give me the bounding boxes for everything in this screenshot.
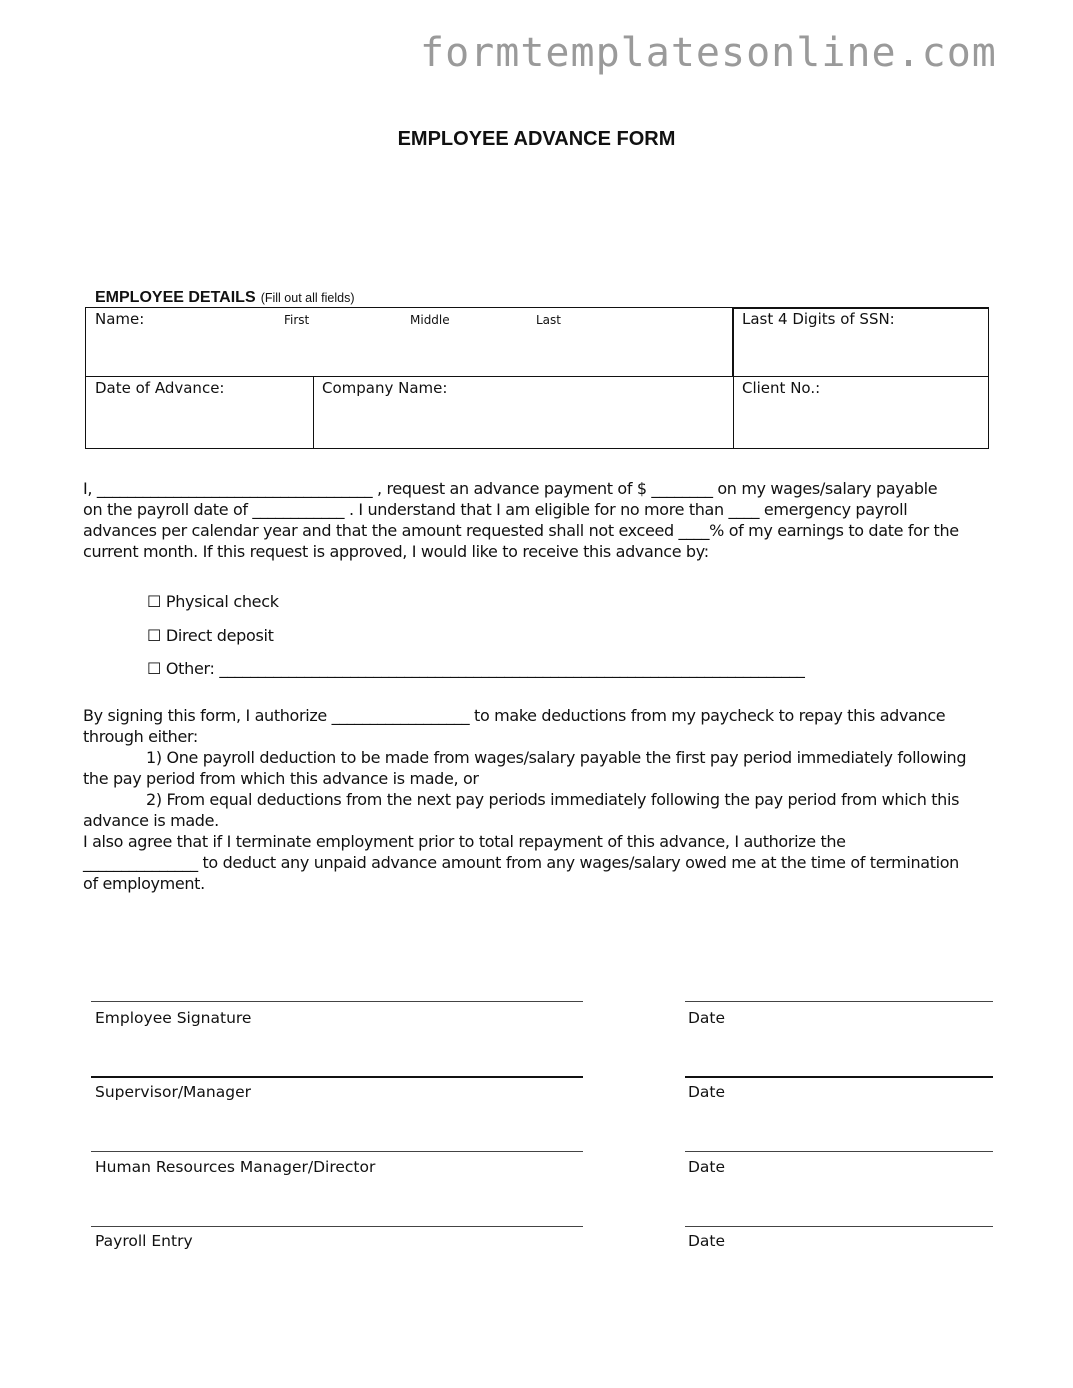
- request-paragraph: [83, 478, 993, 562]
- authorization-line: I also agree that if I terminate employment prior to total repayment of this advance, I authorize the: [83, 832, 846, 851]
- checkbox-icon[interactable]: ☐: [147, 592, 162, 611]
- authorization-line: of employment.: [83, 874, 205, 893]
- form-title: EMPLOYEE ADVANCE FORM: [397, 128, 676, 150]
- authorization-paragraph: [83, 705, 993, 894]
- payroll-entry-line[interactable]: [91, 1226, 583, 1227]
- employee-details-heading: [95, 287, 354, 307]
- employee-signature-line[interactable]: [91, 1001, 583, 1002]
- middle-name-label: Middle: [410, 313, 450, 327]
- supervisor-date-label: Date: [688, 1083, 726, 1101]
- request-line: I, ____________________________________ , request an advance payment of $ ________ on my wages/salary payable: [83, 479, 938, 498]
- payroll-entry-label: Payroll Entry: [95, 1232, 193, 1250]
- last-name-label: Last: [536, 313, 561, 327]
- name-label: Name:: [95, 310, 145, 328]
- option-physical-check[interactable]: [147, 592, 279, 611]
- employee-date-label: Date: [688, 1009, 726, 1027]
- request-line: current month. If this request is approved, I would like to receive this advance by:: [83, 542, 709, 561]
- hr-signature-line[interactable]: [91, 1151, 583, 1152]
- hr-date-label: Date: [688, 1158, 726, 1176]
- payroll-date-label: Date: [688, 1232, 726, 1250]
- option-label: Other: ____________________________________________________________________________: [165, 659, 805, 678]
- supervisor-signature-line[interactable]: [91, 1076, 583, 1078]
- request-line: advances per calendar year and that the amount requested shall not exceed ____% of my earnings to date for the: [83, 521, 959, 540]
- watermark-text: formtemplatesonline.com: [420, 30, 997, 76]
- supervisor-signature-label: Supervisor/Manager: [95, 1083, 251, 1101]
- authorization-line: advance is made.: [83, 811, 219, 830]
- request-line: on the payroll date of ____________ . I understand that I am eligible for no more than ____ emergency payroll: [83, 500, 908, 519]
- authorization-line: through either:: [83, 727, 198, 746]
- employee-date-line[interactable]: [685, 1001, 993, 1002]
- first-name-label: First: [284, 313, 310, 327]
- ssn-label: Last 4 Digits of SSN:: [742, 310, 895, 328]
- employee-signature-label: Employee Signature: [95, 1009, 252, 1027]
- authorization-line: the pay period from which this advance is made, or: [83, 769, 479, 788]
- option-direct-deposit[interactable]: [147, 626, 274, 645]
- authorization-option-2: 2) From equal deductions from the next pay periods immediately following the pay period from which this: [146, 790, 960, 809]
- date-of-advance-label: Date of Advance:: [95, 379, 225, 397]
- hr-signature-label: Human Resources Manager/Director: [95, 1158, 376, 1176]
- authorization-line: [83, 747, 993, 768]
- client-number-label: Client No.:: [742, 379, 821, 397]
- authorization-line: [83, 789, 993, 810]
- section-heading-text: EMPLOYEE DETAILS: [95, 289, 256, 306]
- authorization-line: _______________ to deduct any unpaid advance amount from any wages/salary owed me at the time of termination: [83, 853, 959, 872]
- checkbox-icon[interactable]: ☐: [147, 626, 162, 645]
- option-label: Direct deposit: [165, 626, 274, 645]
- payroll-date-line[interactable]: [685, 1226, 993, 1227]
- authorization-line: By signing this form, I authorize __________________ to make deductions from my paycheck to repay this advance: [83, 706, 946, 725]
- option-label: Physical check: [165, 592, 279, 611]
- company-name-label: Company Name:: [322, 379, 448, 397]
- section-heading-note: (Fill out all fields): [260, 291, 355, 305]
- supervisor-date-line[interactable]: [685, 1076, 993, 1078]
- name-field[interactable]: [85, 307, 733, 377]
- checkbox-icon[interactable]: ☐: [147, 659, 162, 678]
- hr-date-line[interactable]: [685, 1151, 993, 1152]
- authorization-option-1: 1) One payroll deduction to be made from wages/salary payable the first pay period immediately following: [146, 748, 967, 767]
- option-other[interactable]: [147, 659, 805, 678]
